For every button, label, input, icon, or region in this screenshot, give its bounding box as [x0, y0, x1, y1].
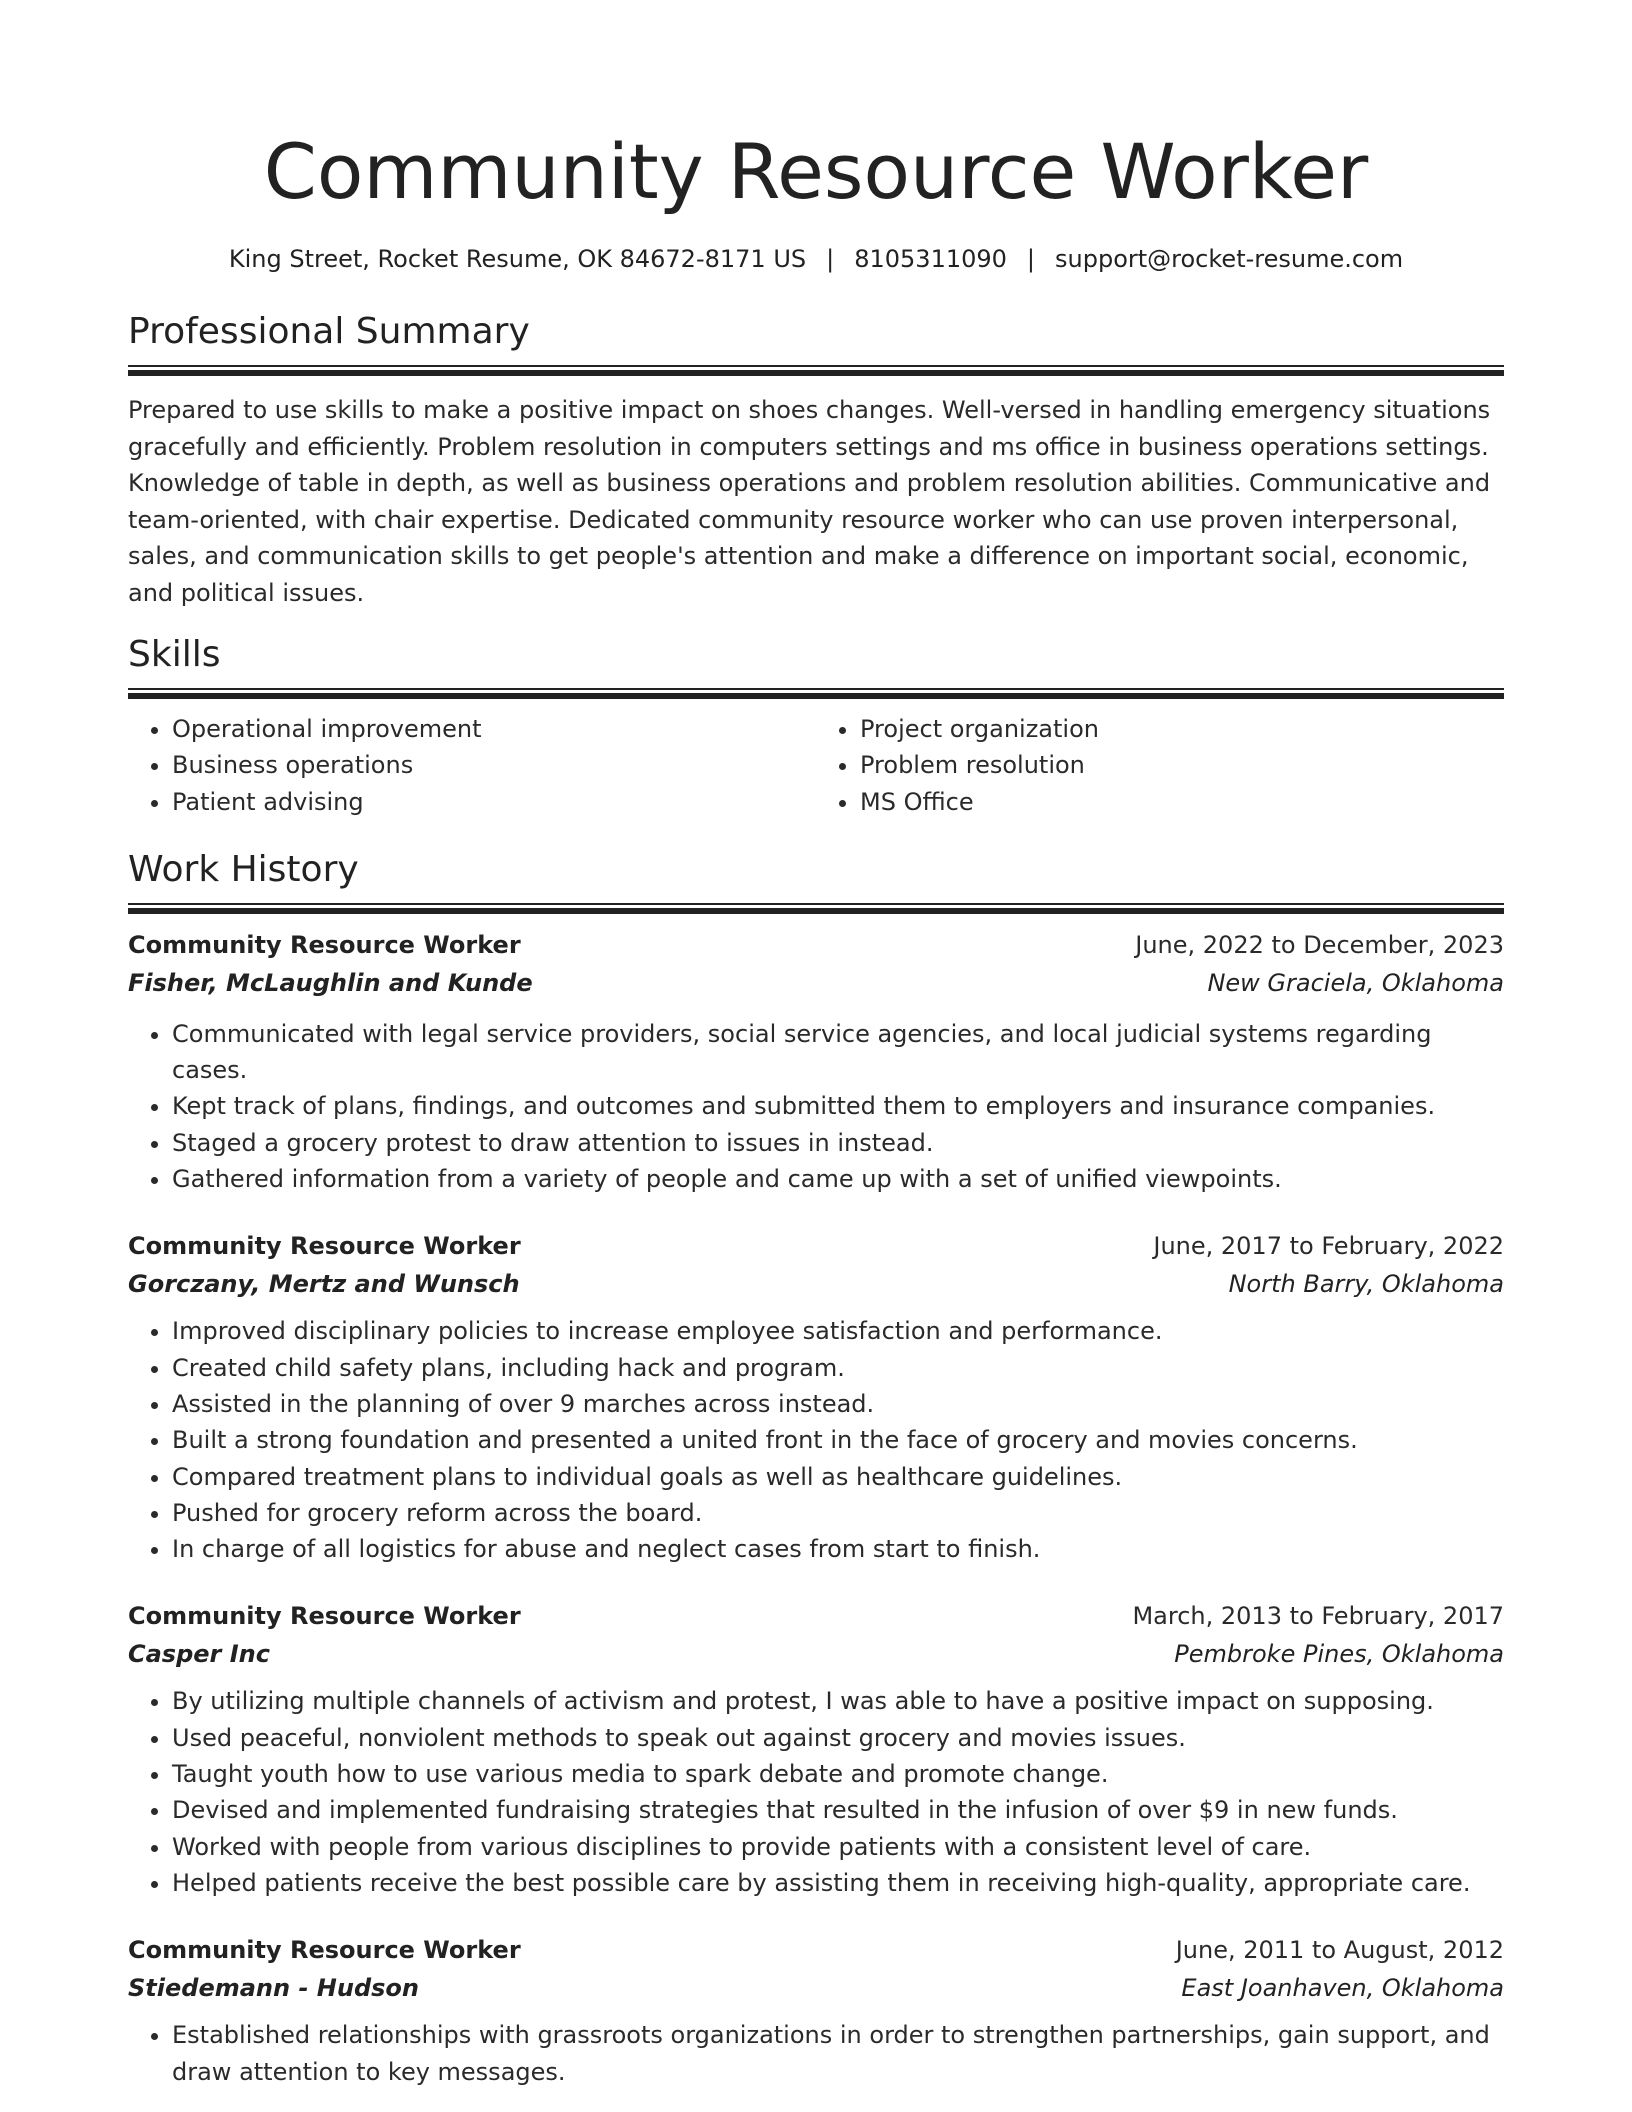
job-company-row	[128, 1969, 1504, 2007]
job-company: Fisher, McLaughlin and Kunde	[128, 968, 533, 997]
job-title: Community Resource Worker	[128, 930, 521, 959]
skill-item: • Problem resolution	[860, 747, 1504, 783]
skill-item: • Business operations	[172, 747, 816, 783]
job-entry	[128, 1597, 1504, 1901]
job-dates: June, 2022 to December, 2023	[1135, 930, 1504, 959]
contact-address: King Street, Rocket Resume, OK 84672-8171 US	[228, 245, 807, 273]
job-bullet: • Staged a grocery protest to draw attention to issues in instead.	[172, 1125, 1504, 1161]
summary-text: Prepared to use skills to make a positive impact on shoes changes. Well-versed in handling emergency situations gracefully and efficiently. Problem resolution in computers settings and ms office in business operations settings. Knowledge of table in depth, as well as business operations and problem resolution abilities. Communicative and team-oriented, with chair expertise. Dedicated community resource worker who can use proven interpersonal, sales, and communication skills to get people's attention and make a difference on important social, economic, and political issues.	[128, 396, 1491, 607]
job-company-row	[128, 1635, 1504, 1673]
job-company-row	[128, 1265, 1504, 1303]
job-bullet: • Assisted in the planning of over 9 marches across instead.	[172, 1386, 1504, 1422]
job-entry	[128, 1227, 1504, 1567]
job-bullet: • Improved disciplinary policies to increase employee satisfaction and performance.	[172, 1313, 1504, 1349]
job-bullet: • Taught youth how to use various media to spark debate and promote change.	[172, 1756, 1504, 1792]
job-location: North Barry, Oklahoma	[1228, 1270, 1504, 1299]
job-bullet: • Kept track of plans, findings, and outcomes and submitted them to employers and insurance companies.	[172, 1088, 1504, 1124]
job-dates: June, 2017 to February, 2022	[1153, 1232, 1504, 1261]
section-divider	[128, 903, 1504, 914]
job-bullet: • Worked with people from various disciplines to provide patients with a consistent level of care.	[172, 1829, 1504, 1865]
job-location: New Graciela, Oklahoma	[1207, 968, 1504, 997]
resume-name: Community Resource Worker	[263, 127, 1369, 216]
job-bullet: • Created child safety plans, including hack and program.	[172, 1350, 1504, 1386]
skill-item: • Patient advising	[172, 784, 816, 820]
job-bullet: • Gathered information from a variety of people and came up with a set of unified viewpoints.	[172, 1161, 1504, 1197]
contact-line	[128, 242, 1504, 276]
job-bullet: • Established relationships with grassroots organizations in order to strengthen partnerships, gain support, and draw attention to key messages.	[172, 2017, 1504, 2090]
section-divider	[128, 688, 1504, 699]
skills-section	[128, 630, 1504, 820]
job-location: East Joanhaven, Oklahoma	[1181, 1974, 1504, 2003]
section-divider	[128, 365, 1504, 376]
job-bullets	[128, 2017, 1504, 2090]
job-bullet: • In charge of all logistics for abuse and neglect cases from start to finish.	[172, 1531, 1504, 1567]
skill-item: • Operational improvement	[172, 711, 816, 747]
job-header-row	[128, 1597, 1504, 1635]
job-location: Pembroke Pines, Oklahoma	[1174, 1640, 1504, 1669]
job-bullet: • Built a strong foundation and presented a united front in the face of grocery and movies concerns.	[172, 1422, 1504, 1458]
contact-phone: 8105311090	[854, 245, 1007, 273]
job-bullet: • Pushed for grocery reform across the board.	[172, 1495, 1504, 1531]
summary-section	[128, 307, 1504, 611]
job-bullet: • Devised and implemented fundraising strategies that resulted in the infusion of over $9 in new funds.	[172, 1792, 1504, 1828]
job-bullets	[128, 1016, 1504, 1197]
job-header-row	[128, 1227, 1504, 1265]
job-title: Community Resource Worker	[128, 1936, 521, 1965]
job-header-row	[128, 926, 1504, 964]
job-dates: March, 2013 to February, 2017	[1132, 1602, 1504, 1631]
contact-separator: |	[826, 245, 835, 273]
job-bullets	[128, 1313, 1504, 1567]
skills-grid	[128, 711, 1504, 820]
skill-item: • MS Office	[860, 784, 1504, 820]
contact-separator: |	[1026, 245, 1036, 273]
job-company: Gorczany, Mertz and Wunsch	[128, 1270, 520, 1299]
skills-list-left	[128, 711, 816, 820]
job-title: Community Resource Worker	[128, 1602, 521, 1631]
skills-heading: Skills	[128, 634, 221, 675]
summary-heading: Professional Summary	[128, 311, 530, 352]
job-company: Stiedemann - Hudson	[128, 1974, 419, 2003]
job-bullet: • Compared treatment plans to individual goals as well as healthcare guidelines.	[172, 1459, 1504, 1495]
skills-list-right	[816, 711, 1504, 820]
job-bullets	[128, 1683, 1504, 1901]
work-history-heading: Work History	[128, 848, 359, 890]
job-header-row	[128, 1931, 1504, 1969]
job-title: Community Resource Worker	[128, 1232, 521, 1261]
job-company-row	[128, 964, 1504, 1002]
work-history-section	[128, 845, 1504, 2090]
contact-email: support@rocket-resume.com	[1055, 245, 1404, 273]
resume-page	[128, 0, 1504, 2090]
job-bullet: • Communicated with legal service providers, social service agencies, and local judicial systems regarding cases.	[172, 1016, 1504, 1089]
job-company: Casper Inc	[128, 1640, 270, 1669]
skill-item: • Project organization	[860, 711, 1504, 747]
job-bullet: • By utilizing multiple channels of activism and protest, I was able to have a positive impact on supposing.	[172, 1683, 1504, 1719]
job-dates: June, 2011 to August, 2012	[1175, 1936, 1504, 1965]
job-bullet: • Helped patients receive the best possible care by assisting them in receiving high-quality, appropriate care.	[172, 1865, 1504, 1901]
job-entry	[128, 926, 1504, 1197]
job-bullet: • Used peaceful, nonviolent methods to speak out against grocery and movies issues.	[172, 1720, 1504, 1756]
job-entry	[128, 1931, 1504, 2090]
